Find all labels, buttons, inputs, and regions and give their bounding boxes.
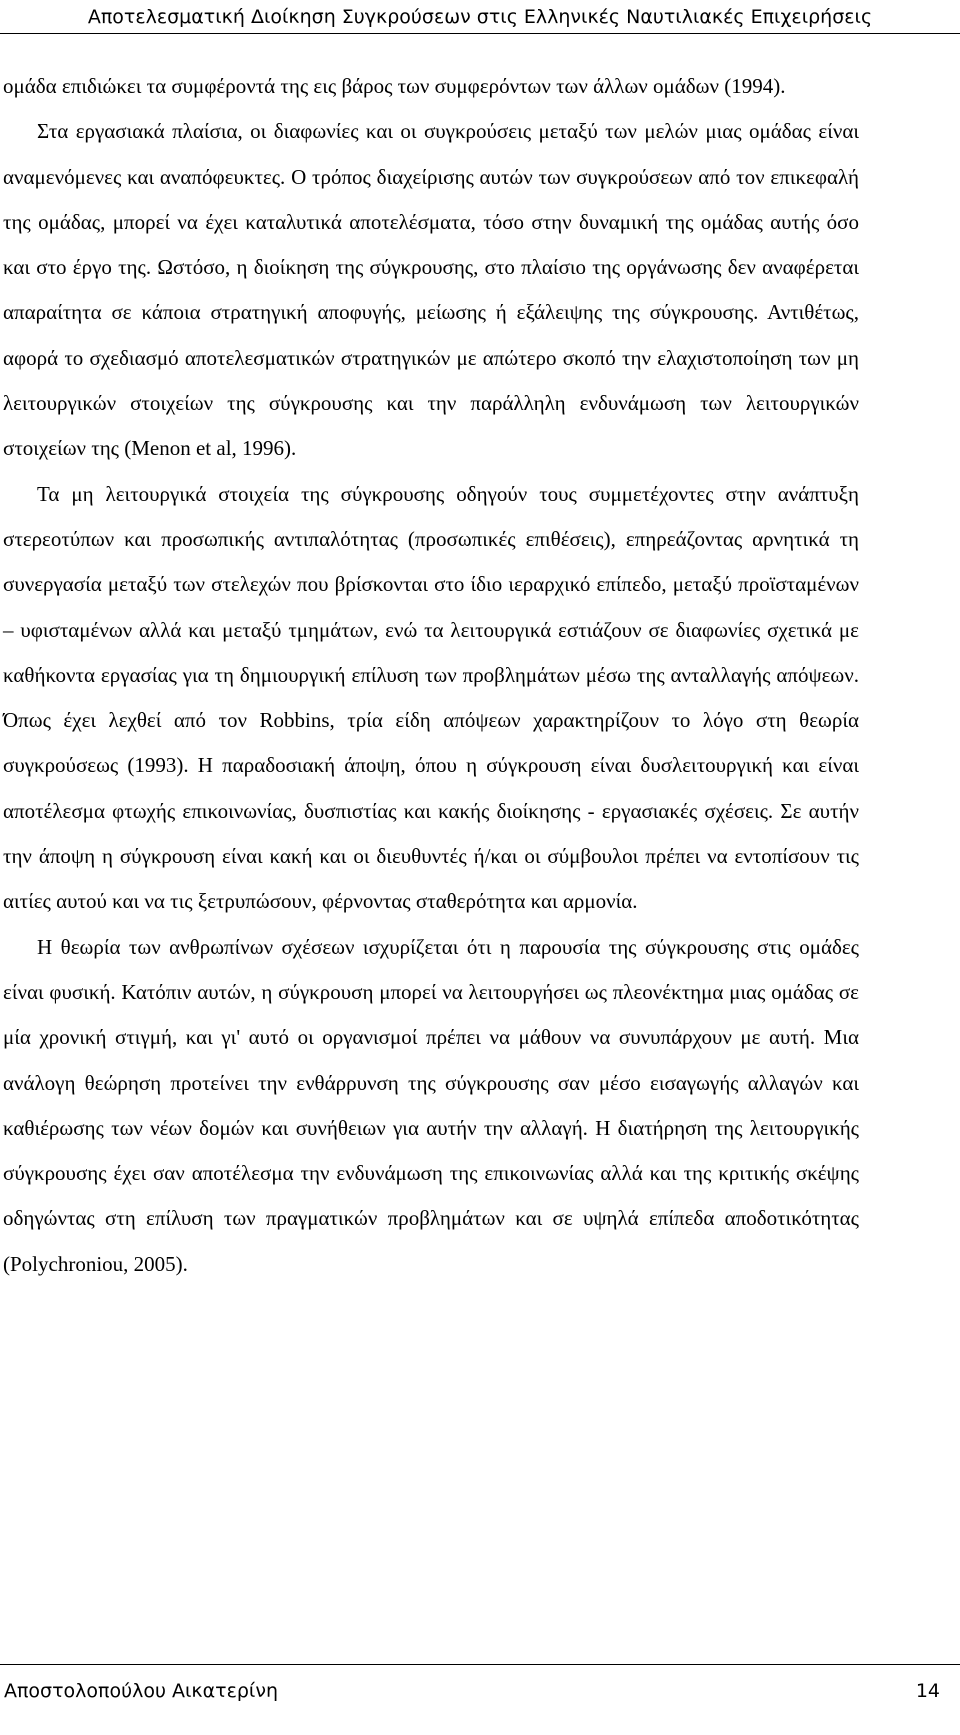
page-number: 14 bbox=[915, 1680, 940, 1702]
document-body bbox=[3, 64, 859, 1287]
paragraph-dysfunctional-elements: Τα μη λειτουργικά στοιχεία της σύγκρουσης οδηγούν τους συμμετέχοντες στην ανάπτυξη στερεοτύπων και προσωπικής αντιπαλότητας (προσωπικές επιθέσεις), επηρεάζοντας αρνητικά τη συνεργασία μεταξύ των στελεχών που βρίσκονται στο ίδιο ιεραρχικό επίπεδο, μεταξύ προϊσταμένων – υφισταμένων αλλά και μεταξύ τμημάτων, ενώ τα λειτουργικά εστιάζουν σε διαφωνίες σχετικά με καθήκοντα εργασίας για τη δημιουργική επίλυση των προβλημάτων μέσω της ανταλλαγής απόψεων. Όπως έχει λεχθεί από τον Robbins, τρία είδη απόψεων χαρακτηρίζουν το λόγο στη θεωρία συγκρούσεως (1993). Η παραδοσιακή άποψη, όπου η σύγκρουση είναι δυσλειτουργική και είναι αποτέλεσμα φτωχής επικοινωνίας, δυσπιστίας και κακής διοίκησης - εργασιακές σχέσεις. Σε αυτήν την άποψη η σύγκρουση είναι κακή και οι διευθυντές ή/και οι σύμβουλοι πρέπει να εντοπίσουν τις αιτίες αυτού και να τις ξετρυπώσουν, φέρνοντας σταθερότητα και αρμονία. bbox=[3, 481, 859, 914]
footer-author: Αποστολοπούλου Αικατερίνη bbox=[4, 1680, 278, 1702]
header-divider bbox=[0, 33, 960, 34]
paragraph-workplace-conflict: Στα εργασιακά πλαίσια, οι διαφωνίες και οι συγκρούσεις μεταξύ των μελών μιας ομάδας είναι αναμενόμενες και αναπόφευκτες. Ο τρόπος διαχείρισης αυτών των συγκρούσεων από τον επικεφαλή της ομάδας, μπορεί να έχει καταλυτικά αποτελέσματα, τόσο στην δυναμική της ομάδας αυτής όσο και στο έργο της. Ωστόσο, η διοίκηση της σύγκρουσης, στο πλαίσιο της οργάνωσης δεν αναφέρεται απαραίτητα σε κάποια στρατηγική αποφυγής, μείωσης ή εξάλειψης της σύγκρουσης. Αντιθέτως, αφορά το σχεδιασμό αποτελεσματικών στρατηγικών με απώτερο σκοπό την ελαχιστοποίηση των μη λειτουργικών στοιχείων της σύγκρουσης και την παράλληλη ενδυνάμωση των λειτουργικών στοιχείων της (Menon et al, 1996). bbox=[3, 119, 859, 461]
running-header: Αποτελεσματική Διοίκηση Συγκρούσεων στις Ελληνικές Ναυτιλιακές Επιχειρήσεις bbox=[87, 6, 873, 28]
paragraph-human-relations-theory: Η θεωρία των ανθρωπίνων σχέσεων ισχυρίζεται ότι η παρουσία της σύγκρουσης στις ομάδες είναι φυσική. Κατόπιν αυτών, η σύγκρουση μπορεί να λειτουργήσει ως πλεονέκτημα μιας ομάδας σε μία χρονική στιγμή, και γι' αυτό οι οργανισμοί πρέπει να μάθουν να συνυπάρχουν με αυτή. Μια ανάλογη θεώρηση προτείνει την ενθάρρυνση της σύγκρουσης σαν μέσο εισαγωγής αλλαγών και καθιέρωσης των νέων δομών και συνήθειων για αυτήν την αλλαγή. Η διατήρηση της λειτουργικής σύγκρουσης έχει σαν αποτέλεσμα την ενδυνάμωση της επικοινωνίας αλλά και της κριτικής σκέψης οδηγώντας στη επίλυση των πραγματικών προβλημάτων και σε υψηλά επίπεδα αποδοτικότητας (Polychroniou, 2005). bbox=[3, 934, 859, 1276]
paragraph-continuation: ομάδα επιδιώκει τα συμφέροντά της εις βάρος των συμφερόντων των άλλων ομάδων (1994). bbox=[3, 74, 786, 98]
footer-divider bbox=[0, 1664, 960, 1665]
